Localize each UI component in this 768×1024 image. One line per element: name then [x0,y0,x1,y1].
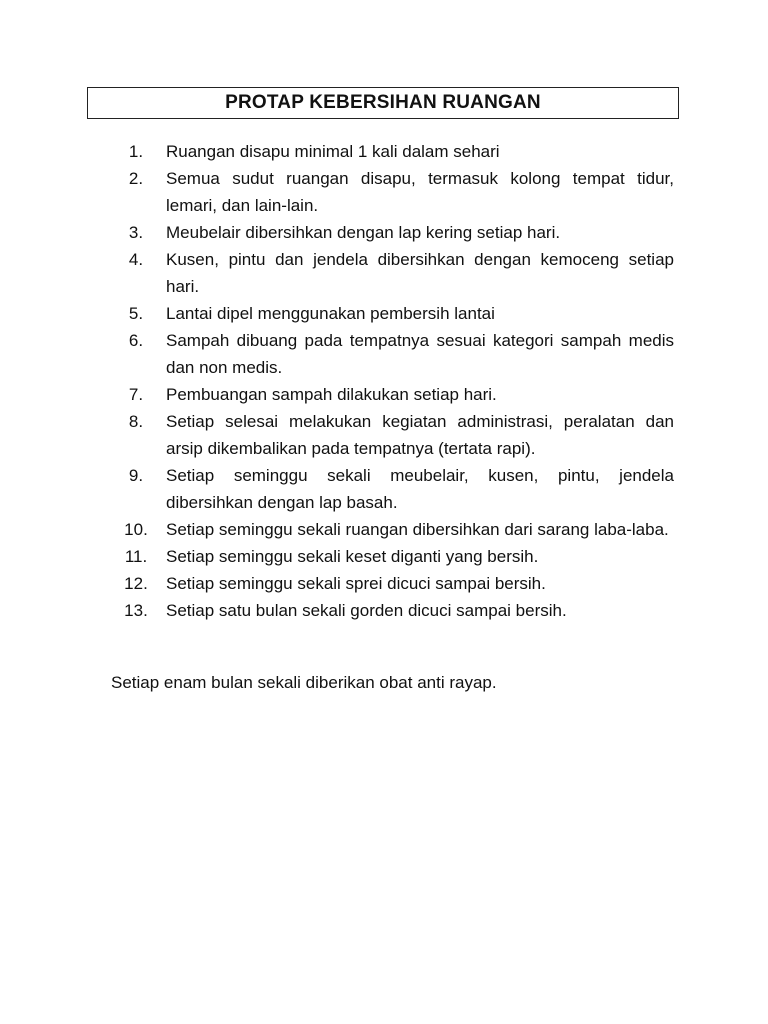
list-item [108,462,674,516]
item-text: Kusen, pintu dan jendela dibersihkan dengan kemoceng setiap hari. [166,250,674,296]
list-item [108,246,674,300]
footer-note: Setiap enam bulan sekali diberikan obat anti rayap. [111,673,497,692]
item-number: 2. [128,169,144,188]
item-text: Semua sudut ruangan disapu, termasuk kolong tempat tidur, lemari, dan lain-lain. [166,169,674,215]
item-text: Lantai dipel menggunakan pembersih lantai [166,304,495,323]
item-number: 8. [128,412,144,431]
item-number: 9. [128,466,144,485]
list-item [108,516,674,543]
document-title: PROTAP KEBERSIHAN RUANGAN [225,92,541,113]
item-number: 4. [128,250,144,269]
procedure-list [108,138,674,624]
item-text: Sampah dibuang pada tempatnya sesuai kategori sampah medis dan non medis. [166,331,674,377]
item-number: 7. [128,385,144,404]
item-number: 13. [124,601,148,620]
list-item [108,597,674,624]
item-text: Pembuangan sampah dilakukan setiap hari. [166,385,497,404]
item-number: 11. [124,547,148,566]
item-text: Ruangan disapu minimal 1 kali dalam sehari [166,142,500,161]
list-item [108,570,674,597]
list-item [108,219,674,246]
item-text: Setiap seminggu sekali meubelair, kusen, pintu, jendela dibersihkan dengan lap basah. [166,466,674,512]
title-box [87,87,679,119]
item-number: 1. [128,142,144,161]
item-number: 12. [124,574,148,593]
item-number: 5. [128,304,144,323]
list-item [108,327,674,381]
list-item [108,408,674,462]
list-item [108,381,674,408]
item-text: Setiap selesai melakukan kegiatan administrasi, peralatan dan arsip dikembalikan pada tempatnya (tertata rapi). [166,412,674,458]
item-text: Setiap satu bulan sekali gorden dicuci sampai bersih. [166,601,567,620]
item-text: Setiap seminggu sekali sprei dicuci sampai bersih. [166,574,546,593]
list-item [108,165,674,219]
list-item [108,300,674,327]
item-number: 6. [128,331,144,350]
item-number: 10. [124,520,148,539]
item-text: Meubelair dibersihkan dengan lap kering setiap hari. [166,223,561,242]
list-item [108,138,674,165]
item-text: Setiap seminggu sekali ruangan dibersihkan dari sarang laba-laba. [166,520,669,539]
list-item [108,543,674,570]
item-number: 3. [128,223,144,242]
item-text: Setiap seminggu sekali keset diganti yang bersih. [166,547,539,566]
